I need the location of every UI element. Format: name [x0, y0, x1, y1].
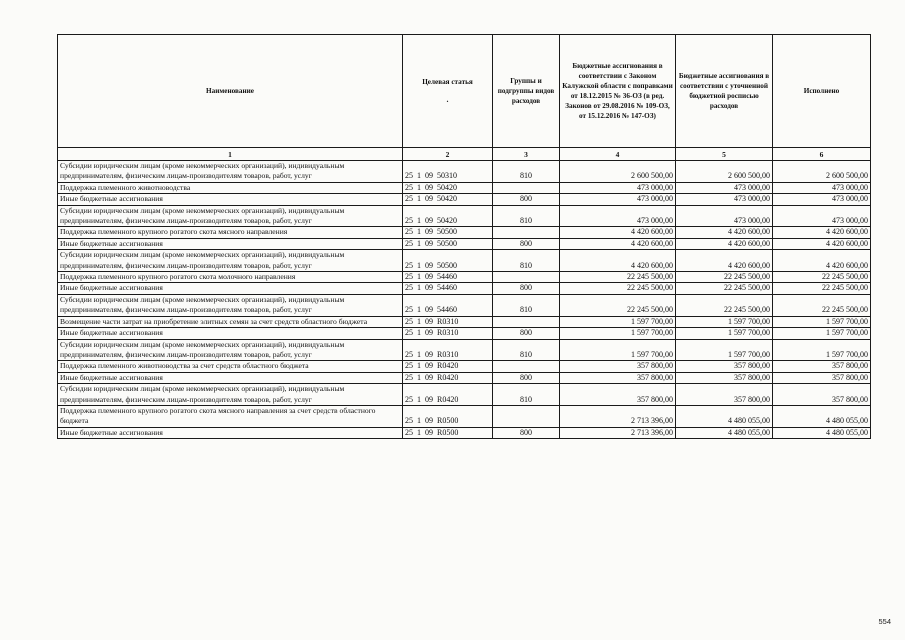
table-row [58, 205, 871, 227]
row-target-article: 25 1 09 R0420 [403, 372, 493, 383]
row-executed-amount: 473 000,00 [773, 194, 871, 205]
column-number: 6 [773, 148, 871, 161]
row-target-article: 25 1 09 R0420 [403, 384, 493, 406]
table-row [58, 227, 871, 238]
row-refined-amount: 4 480 055,00 [676, 405, 773, 427]
row-refined-amount: 4 420 600,00 [676, 238, 773, 249]
table-body [58, 148, 871, 439]
table-row [58, 272, 871, 283]
row-executed-amount: 22 245 500,00 [773, 294, 871, 316]
row-target-article: 25 1 09 54460 [403, 272, 493, 283]
row-target-article: 25 1 09 R0310 [403, 339, 493, 361]
row-law-amount: 357 800,00 [560, 384, 676, 406]
table-row [58, 405, 871, 427]
page-number: 554 [878, 617, 891, 626]
row-refined-amount: 357 800,00 [676, 372, 773, 383]
row-expense-group [493, 182, 560, 193]
row-refined-amount: 1 597 700,00 [676, 316, 773, 327]
table-row [58, 316, 871, 327]
row-law-amount: 4 420 600,00 [560, 227, 676, 238]
row-target-article: 25 1 09 R0500 [403, 427, 493, 438]
row-target-article: 25 1 09 50420 [403, 205, 493, 227]
row-name: Субсидии юридическим лицам (кроме некоммерческих организаций), индивидуальным предпринимателям, физическим лицам-производителям товаров, работ, услуг [58, 250, 403, 272]
row-refined-amount: 357 800,00 [676, 361, 773, 372]
row-law-amount: 1 597 700,00 [560, 339, 676, 361]
header-target-mark: . [446, 95, 449, 104]
row-name: Иные бюджетные ассигнования [58, 328, 403, 339]
table-row [58, 384, 871, 406]
row-law-amount: 2 600 500,00 [560, 161, 676, 183]
row-expense-group: 810 [493, 250, 560, 272]
row-target-article: 25 1 09 R0420 [403, 361, 493, 372]
row-refined-amount: 357 800,00 [676, 384, 773, 406]
table-row [58, 194, 871, 205]
row-law-amount: 357 800,00 [560, 361, 676, 372]
header-target-label: Целевая статья [422, 78, 473, 86]
row-expense-group: 800 [493, 427, 560, 438]
row-refined-amount: 4 420 600,00 [676, 250, 773, 272]
row-refined-amount: 22 245 500,00 [676, 272, 773, 283]
row-executed-amount: 357 800,00 [773, 372, 871, 383]
row-law-amount: 2 713 396,00 [560, 405, 676, 427]
row-target-article: 25 1 09 50420 [403, 182, 493, 193]
table-row [58, 339, 871, 361]
table-row [58, 294, 871, 316]
row-refined-amount: 22 245 500,00 [676, 294, 773, 316]
table-row [58, 328, 871, 339]
header-expense-groups: Группы и подгруппы видов расходов [493, 35, 560, 148]
table-row [58, 372, 871, 383]
header-target-article [403, 35, 493, 148]
row-target-article: 25 1 09 50500 [403, 238, 493, 249]
row-law-amount: 4 420 600,00 [560, 250, 676, 272]
row-expense-group: 810 [493, 205, 560, 227]
row-expense-group: 800 [493, 194, 560, 205]
budget-table [57, 34, 871, 439]
row-target-article: 25 1 09 50420 [403, 194, 493, 205]
row-expense-group: 810 [493, 384, 560, 406]
row-expense-group [493, 405, 560, 427]
row-executed-amount: 4 420 600,00 [773, 250, 871, 272]
row-law-amount: 473 000,00 [560, 182, 676, 193]
header-executed: Исполнено [773, 35, 871, 148]
row-refined-amount: 22 245 500,00 [676, 283, 773, 294]
row-refined-amount: 473 000,00 [676, 182, 773, 193]
column-number: 3 [493, 148, 560, 161]
table-row [58, 238, 871, 249]
row-name: Иные бюджетные ассигнования [58, 238, 403, 249]
row-expense-group: 800 [493, 372, 560, 383]
row-executed-amount: 22 245 500,00 [773, 272, 871, 283]
row-executed-amount: 4 420 600,00 [773, 227, 871, 238]
row-executed-amount: 473 000,00 [773, 182, 871, 193]
column-number: 1 [58, 148, 403, 161]
row-expense-group: 810 [493, 294, 560, 316]
row-name: Субсидии юридическим лицам (кроме некоммерческих организаций), индивидуальным предпринимателям, физическим лицам-производителям товаров, работ, услуг [58, 294, 403, 316]
header-law-allocations: Бюджетные ассигнования в соответствии с Законом Калужской области с поправками от 18.12.2015 № 36-ОЗ (в ред. Законов от 29.08.2016 № 109-ОЗ, от 15.12.2016 № 147-ОЗ) [560, 35, 676, 148]
row-executed-amount: 1 597 700,00 [773, 328, 871, 339]
column-numbers-row [58, 148, 871, 161]
row-law-amount: 4 420 600,00 [560, 238, 676, 249]
row-executed-amount: 2 600 500,00 [773, 161, 871, 183]
row-target-article: 25 1 09 54460 [403, 283, 493, 294]
header-refined-allocations: Бюджетные ассигнования в соответствии с уточненной бюджетной росписью расходов [676, 35, 773, 148]
row-name: Поддержка племенного крупного рогатого скота мясного направления [58, 227, 403, 238]
row-refined-amount: 473 000,00 [676, 205, 773, 227]
row-executed-amount: 22 245 500,00 [773, 283, 871, 294]
row-name: Поддержка племенного животноводства за счет средств областного бюджета [58, 361, 403, 372]
row-law-amount: 22 245 500,00 [560, 272, 676, 283]
row-refined-amount: 4 480 055,00 [676, 427, 773, 438]
row-law-amount: 473 000,00 [560, 194, 676, 205]
row-name: Субсидии юридическим лицам (кроме некоммерческих организаций), индивидуальным предпринимателям, физическим лицам-производителям товаров, работ, услуг [58, 161, 403, 183]
row-name: Поддержка племенного крупного рогатого скота молочного направления [58, 272, 403, 283]
row-executed-amount: 473 000,00 [773, 205, 871, 227]
row-executed-amount: 357 800,00 [773, 384, 871, 406]
row-law-amount: 357 800,00 [560, 372, 676, 383]
row-name: Субсидии юридическим лицам (кроме некоммерческих организаций), индивидуальным предпринимателям, физическим лицам-производителям товаров, работ, услуг [58, 339, 403, 361]
table-row [58, 182, 871, 193]
column-number: 4 [560, 148, 676, 161]
row-refined-amount: 1 597 700,00 [676, 339, 773, 361]
table-row [58, 250, 871, 272]
row-law-amount: 2 713 396,00 [560, 427, 676, 438]
row-target-article: 25 1 09 50500 [403, 250, 493, 272]
header-name: Наименование [58, 35, 403, 148]
row-expense-group: 800 [493, 328, 560, 339]
row-law-amount: 22 245 500,00 [560, 294, 676, 316]
row-name: Поддержка племенного крупного рогатого скота мясного направления за счет средств областного бюджета [58, 405, 403, 427]
row-target-article: 25 1 09 54460 [403, 294, 493, 316]
table-row [58, 283, 871, 294]
row-executed-amount: 4 480 055,00 [773, 427, 871, 438]
row-law-amount: 22 245 500,00 [560, 283, 676, 294]
row-target-article: 25 1 09 50310 [403, 161, 493, 183]
row-refined-amount: 473 000,00 [676, 194, 773, 205]
table-header [58, 35, 871, 148]
row-refined-amount: 4 420 600,00 [676, 227, 773, 238]
row-expense-group [493, 227, 560, 238]
row-expense-group: 810 [493, 161, 560, 183]
row-target-article: 25 1 09 R0310 [403, 328, 493, 339]
row-name: Возмещение части затрат на приобретение элитных семян за счет средств областного бюджета [58, 316, 403, 327]
row-expense-group [493, 316, 560, 327]
row-expense-group: 800 [493, 283, 560, 294]
row-name: Иные бюджетные ассигнования [58, 427, 403, 438]
table-row [58, 161, 871, 183]
row-law-amount: 1 597 700,00 [560, 328, 676, 339]
column-number: 5 [676, 148, 773, 161]
row-law-amount: 1 597 700,00 [560, 316, 676, 327]
row-target-article: 25 1 09 R0310 [403, 316, 493, 327]
row-target-article: 25 1 09 50500 [403, 227, 493, 238]
row-executed-amount: 4 420 600,00 [773, 238, 871, 249]
row-executed-amount: 1 597 700,00 [773, 339, 871, 361]
row-refined-amount: 2 600 500,00 [676, 161, 773, 183]
row-name: Субсидии юридическим лицам (кроме некоммерческих организаций), индивидуальным предпринимателям, физическим лицам-производителям товаров, работ, услуг [58, 205, 403, 227]
row-expense-group: 800 [493, 238, 560, 249]
row-name: Поддержка племенного животноводства [58, 182, 403, 193]
row-expense-group [493, 272, 560, 283]
row-executed-amount: 4 480 055,00 [773, 405, 871, 427]
row-name: Иные бюджетные ассигнования [58, 283, 403, 294]
column-number: 2 [403, 148, 493, 161]
row-refined-amount: 1 597 700,00 [676, 328, 773, 339]
row-name: Субсидии юридическим лицам (кроме некоммерческих организаций), индивидуальным предпринимателям, физическим лицам-производителям товаров, работ, услуг [58, 384, 403, 406]
row-expense-group: 810 [493, 339, 560, 361]
table-row [58, 427, 871, 438]
row-expense-group [493, 361, 560, 372]
row-name: Иные бюджетные ассигнования [58, 372, 403, 383]
row-target-article: 25 1 09 R0500 [403, 405, 493, 427]
row-law-amount: 473 000,00 [560, 205, 676, 227]
row-executed-amount: 1 597 700,00 [773, 316, 871, 327]
row-name: Иные бюджетные ассигнования [58, 194, 403, 205]
row-executed-amount: 357 800,00 [773, 361, 871, 372]
table-row [58, 361, 871, 372]
